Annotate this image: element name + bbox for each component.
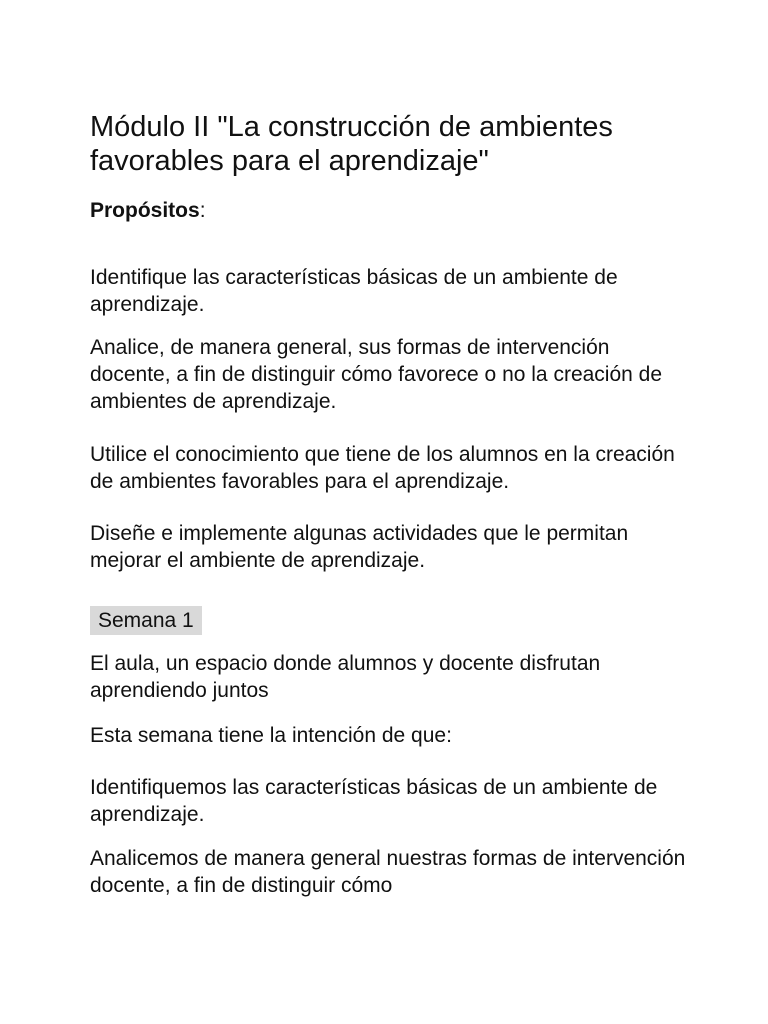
purpose-item: Analice, de manera general, sus formas de intervención docente, a fin de distinguir cómo favorece o no la creación de ambientes de aprendizaje.	[90, 336, 663, 413]
purposes-heading	[90, 197, 690, 224]
week-subtitle: El aula, un espacio donde alumnos y docente disfrutan aprendiendo juntos	[90, 652, 601, 702]
purpose-item: Identifique las características básicas de un ambiente de aprendizaje.	[90, 266, 618, 316]
purposes-label: Propósitos	[90, 199, 200, 222]
document-title: Módulo II "La construcción de ambientes favorables para el aprendizaje"	[90, 111, 613, 177]
purpose-item: Utilice el conocimiento que tiene de los alumnos en la creación de ambientes favorables para el aprendizaje.	[90, 443, 675, 493]
week-intro: Esta semana tiene la intención de que:	[90, 724, 452, 747]
week-item: Identifiquemos las características básicas de un ambiente de aprendizaje.	[90, 776, 658, 826]
week-item: Analicemos de manera general nuestras formas de intervención docente, a fin de distinguir cómo	[90, 847, 686, 897]
purposes-colon: :	[199, 199, 206, 222]
purpose-item: Diseñe e implemente algunas actividades que le permitan mejorar el ambiente de aprendizaje.	[90, 522, 629, 572]
week-badge: Semana 1	[90, 606, 202, 635]
